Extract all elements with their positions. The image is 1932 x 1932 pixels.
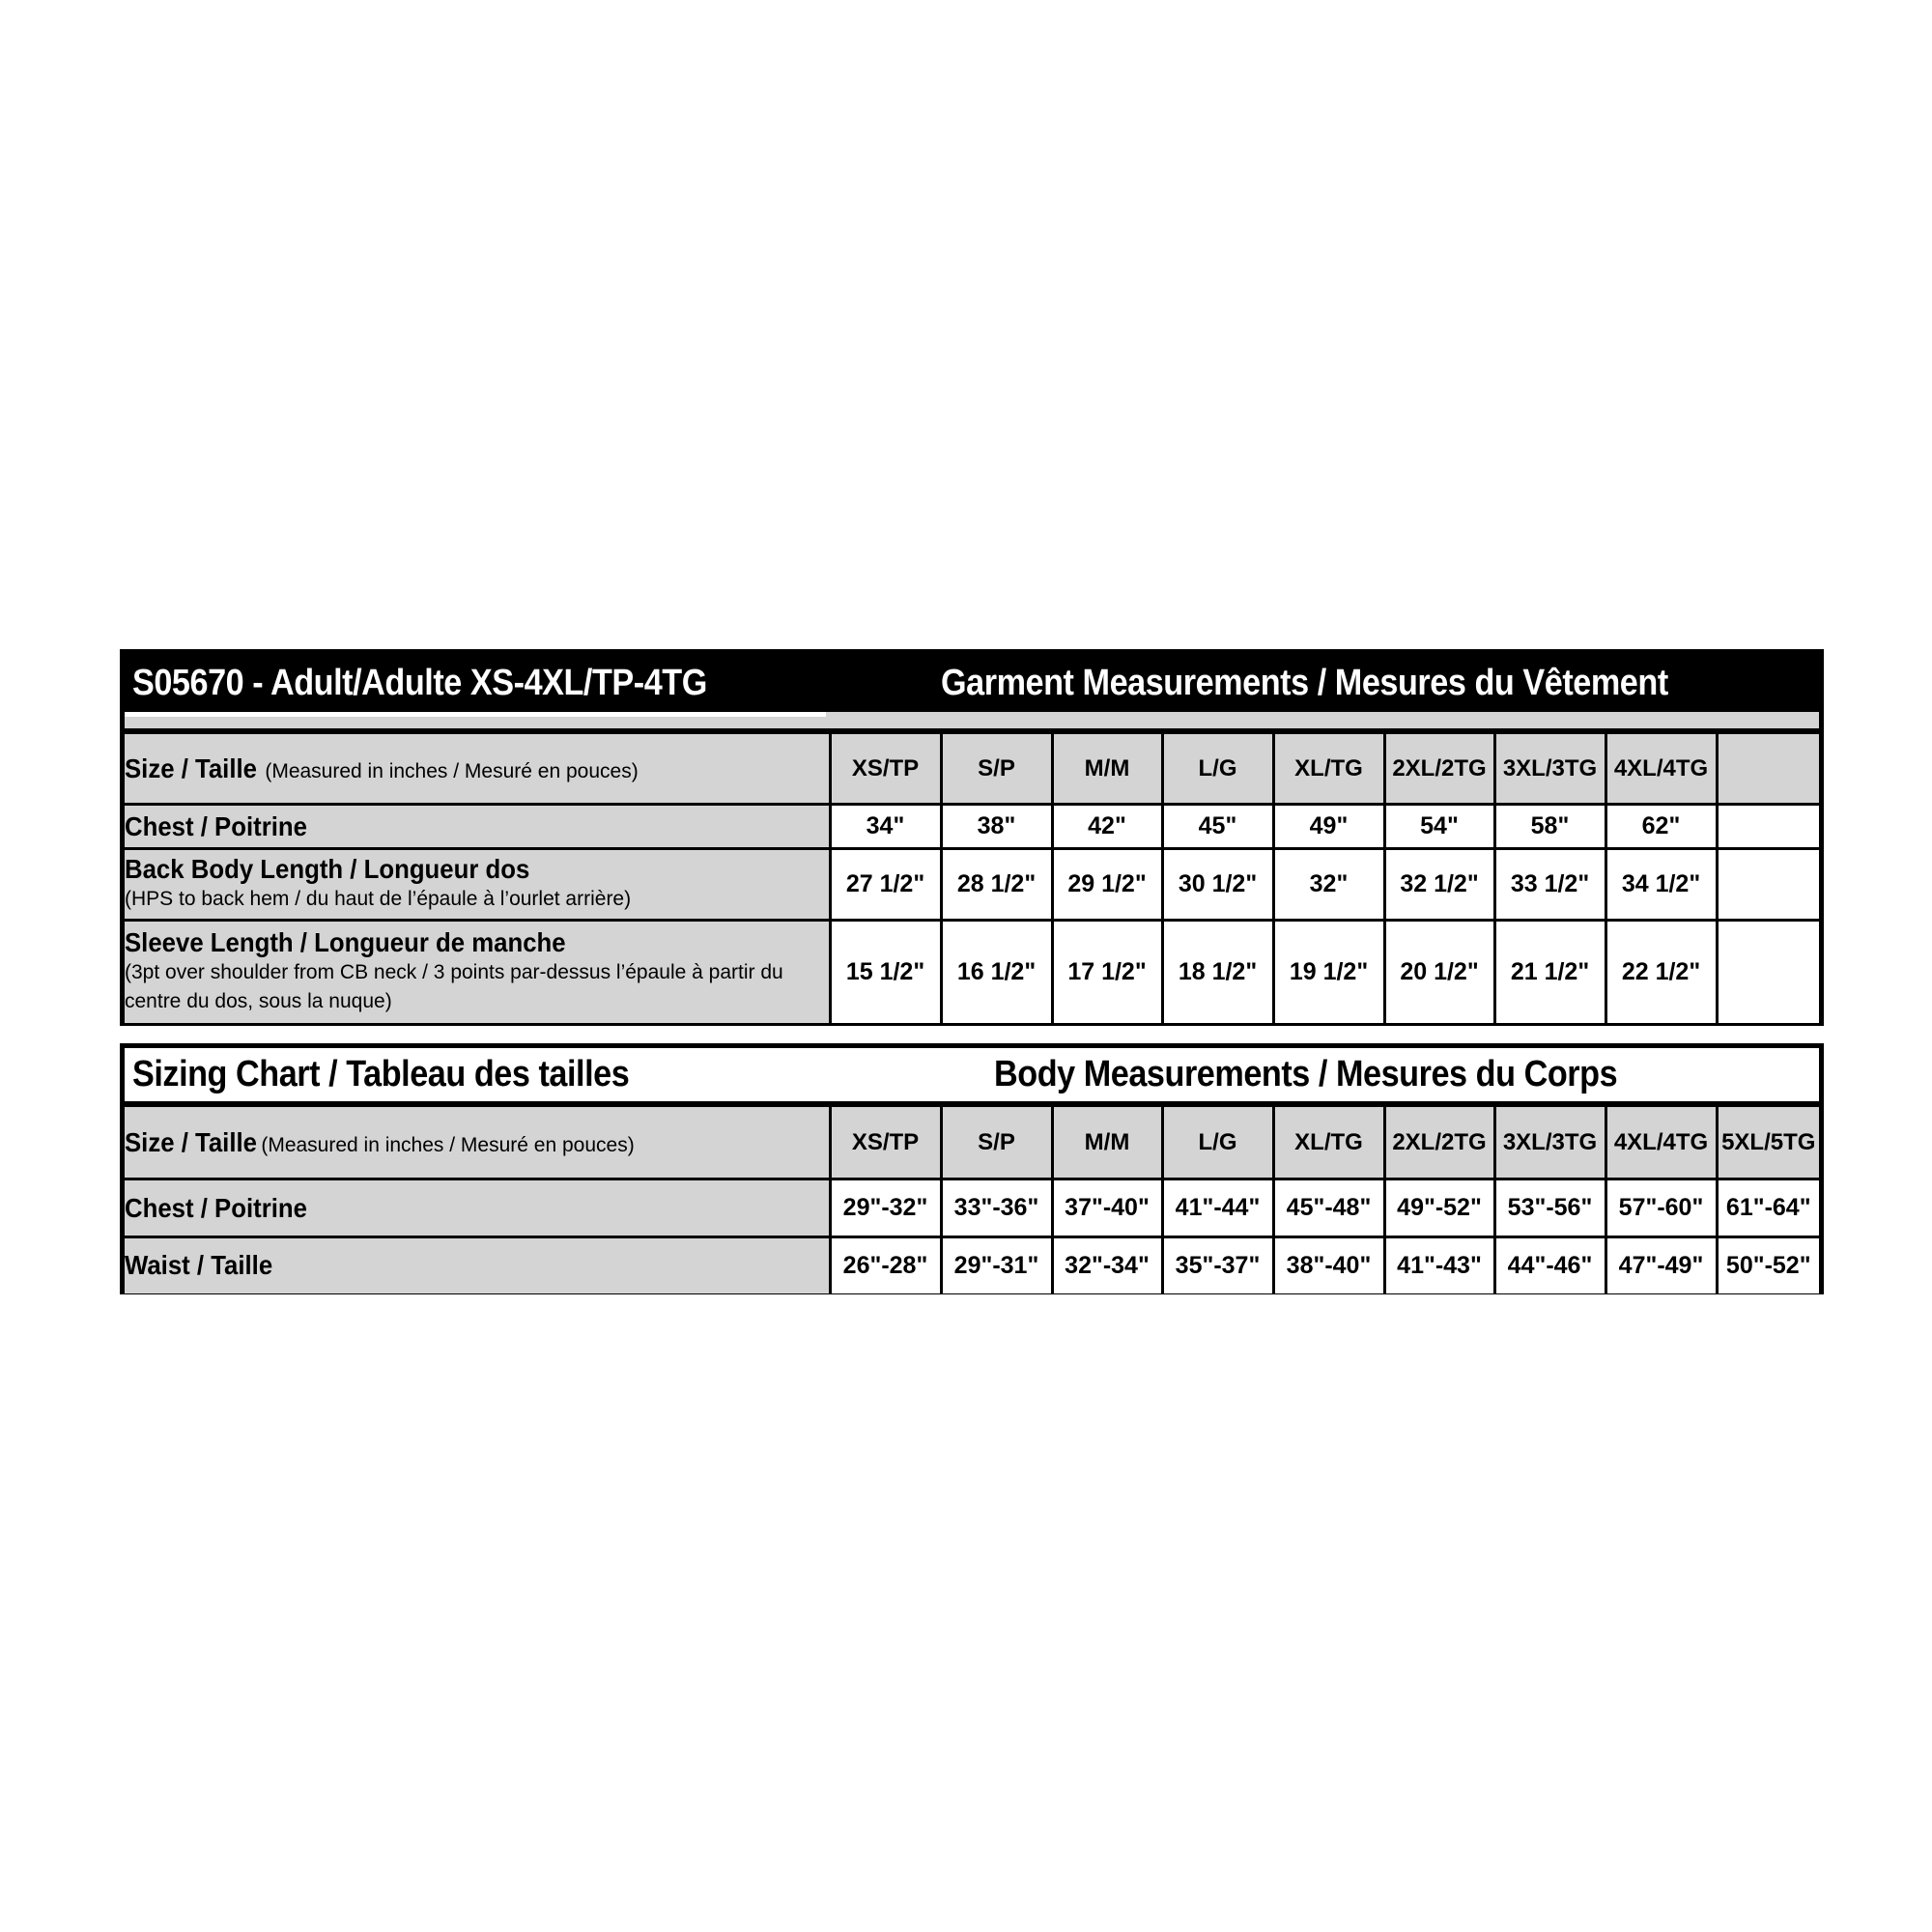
size-column-header: 2XL/2TG	[1384, 733, 1494, 805]
table-cell: 58"	[1494, 805, 1605, 849]
size-column-header: 5XL/5TG	[1717, 1106, 1819, 1179]
row-label: Chest / Poitrine	[125, 810, 307, 841]
row-label-cell	[125, 1237, 830, 1293]
size-note: (Measured in inches / Mesuré en pouces)	[261, 1133, 635, 1156]
table-cell: 38"	[941, 805, 1052, 849]
size-column-header: 3XL/3TG	[1494, 733, 1605, 805]
product-title: S05670 - Adult/Adulte XS-4XL/TP-4TG	[132, 662, 707, 703]
size-column-header: M/M	[1052, 1106, 1162, 1179]
size-column-header: S/P	[941, 733, 1052, 805]
size-column-header: XS/TP	[830, 733, 941, 805]
table-cell: 45"-48"	[1273, 1179, 1384, 1237]
table-cell: 47"-49"	[1605, 1237, 1717, 1293]
table-cell: 32 1/2"	[1384, 849, 1494, 921]
row-label-cell	[125, 849, 830, 921]
table-cell: 32"	[1273, 849, 1384, 921]
table-cell: 28 1/2"	[941, 849, 1052, 921]
table-cell: 33 1/2"	[1494, 849, 1605, 921]
table-cell: 22 1/2"	[1605, 921, 1717, 1023]
table-cell: 30 1/2"	[1162, 849, 1273, 921]
body-grid	[125, 1104, 1819, 1293]
body-measurements-table	[120, 1043, 1824, 1294]
size-column-header: XL/TG	[1273, 1106, 1384, 1179]
table-cell: 38"-40"	[1273, 1237, 1384, 1293]
table-row	[125, 849, 1819, 921]
row-label-cell	[125, 805, 830, 849]
table-cell: 16 1/2"	[941, 921, 1052, 1023]
table-cell: 57"-60"	[1605, 1179, 1717, 1237]
body-title-bar	[125, 1048, 1819, 1104]
size-column-header: L/G	[1162, 1106, 1273, 1179]
size-column-header-empty	[1717, 733, 1819, 805]
table-cell: 29 1/2"	[1052, 849, 1162, 921]
table-cell: 18 1/2"	[1162, 921, 1273, 1023]
table-cell: 49"-52"	[1384, 1179, 1494, 1237]
table-cell: 50"-52"	[1717, 1237, 1819, 1293]
table-cell: 17 1/2"	[1052, 921, 1162, 1023]
table-cell: 61"-64"	[1717, 1179, 1819, 1237]
table-cell: 49"	[1273, 805, 1384, 849]
table-cell: 53"-56"	[1494, 1179, 1605, 1237]
table-row	[125, 1179, 1819, 1237]
table-header-row	[125, 733, 1819, 805]
size-header-cell	[125, 733, 830, 805]
table-cell: 15 1/2"	[830, 921, 941, 1023]
size-column-header: 4XL/4TG	[1605, 1106, 1717, 1179]
row-label: Back Body Length / Longueur dos	[125, 854, 530, 885]
table-header-row	[125, 1106, 1819, 1179]
table-cell: 21 1/2"	[1494, 921, 1605, 1023]
row-label: Waist / Taille	[125, 1250, 273, 1281]
table-row	[125, 921, 1819, 1023]
table-cell: 26"-28"	[830, 1237, 941, 1293]
table-cell: 19 1/2"	[1273, 921, 1384, 1023]
garment-title-bar	[125, 654, 1819, 712]
garment-grid	[125, 731, 1819, 1023]
size-label: Size / Taille	[125, 1126, 257, 1157]
table-cell-empty	[1717, 849, 1819, 921]
table-cell: 41"-44"	[1162, 1179, 1273, 1237]
divider-strip	[125, 712, 1819, 731]
table-cell: 35"-37"	[1162, 1237, 1273, 1293]
sizing-chart-title: Sizing Chart / Tableau des tailles	[132, 1054, 630, 1094]
size-column-header: 2XL/2TG	[1384, 1106, 1494, 1179]
garment-measurements-heading: Garment Measurements / Mesures du Vêtement	[941, 662, 1668, 703]
table-cell: 32"-34"	[1052, 1237, 1162, 1293]
row-label-cell	[125, 921, 830, 1023]
table-cell-empty	[1717, 805, 1819, 849]
table-cell: 37"-40"	[1052, 1179, 1162, 1237]
table-row	[125, 805, 1819, 849]
row-label-cell	[125, 1179, 830, 1237]
table-cell: 34 1/2"	[1605, 849, 1717, 921]
row-note: (HPS to back hem / du haut de l’épaule à l’ourlet arrière)	[125, 888, 632, 911]
size-column-header: 4XL/4TG	[1605, 733, 1717, 805]
table-cell-empty	[1717, 921, 1819, 1023]
size-note: (Measured in inches / Mesuré en pouces)	[265, 759, 639, 782]
row-label: Chest / Poitrine	[125, 1192, 307, 1223]
table-cell: 41"-43"	[1384, 1237, 1494, 1293]
table-cell: 44"-46"	[1494, 1237, 1605, 1293]
size-column-header: L/G	[1162, 733, 1273, 805]
size-label: Size / Taille	[125, 753, 257, 783]
size-column-header: XL/TG	[1273, 733, 1384, 805]
row-note: (3pt over shoulder from CB neck / 3 points par-dessus l’épaule à partir du centre du dos, sous la nuque)	[125, 960, 783, 1013]
table-cell: 29"-32"	[830, 1179, 941, 1237]
table-cell: 45"	[1162, 805, 1273, 849]
body-measurements-heading: Body Measurements / Mesures du Corps	[994, 1054, 1618, 1094]
table-cell: 33"-36"	[941, 1179, 1052, 1237]
size-column-header: 3XL/3TG	[1494, 1106, 1605, 1179]
table-cell: 29"-31"	[941, 1237, 1052, 1293]
table-cell: 54"	[1384, 805, 1494, 849]
row-label: Sleeve Length / Longueur de manche	[125, 926, 566, 957]
table-cell: 20 1/2"	[1384, 921, 1494, 1023]
table-cell: 27 1/2"	[830, 849, 941, 921]
size-header-cell	[125, 1106, 830, 1179]
table-cell: 62"	[1605, 805, 1717, 849]
garment-measurements-table	[120, 649, 1824, 1026]
size-column-header: M/M	[1052, 733, 1162, 805]
size-column-header: XS/TP	[830, 1106, 941, 1179]
size-column-header: S/P	[941, 1106, 1052, 1179]
table-cell: 34"	[830, 805, 941, 849]
table-row	[125, 1237, 1819, 1293]
table-cell: 42"	[1052, 805, 1162, 849]
